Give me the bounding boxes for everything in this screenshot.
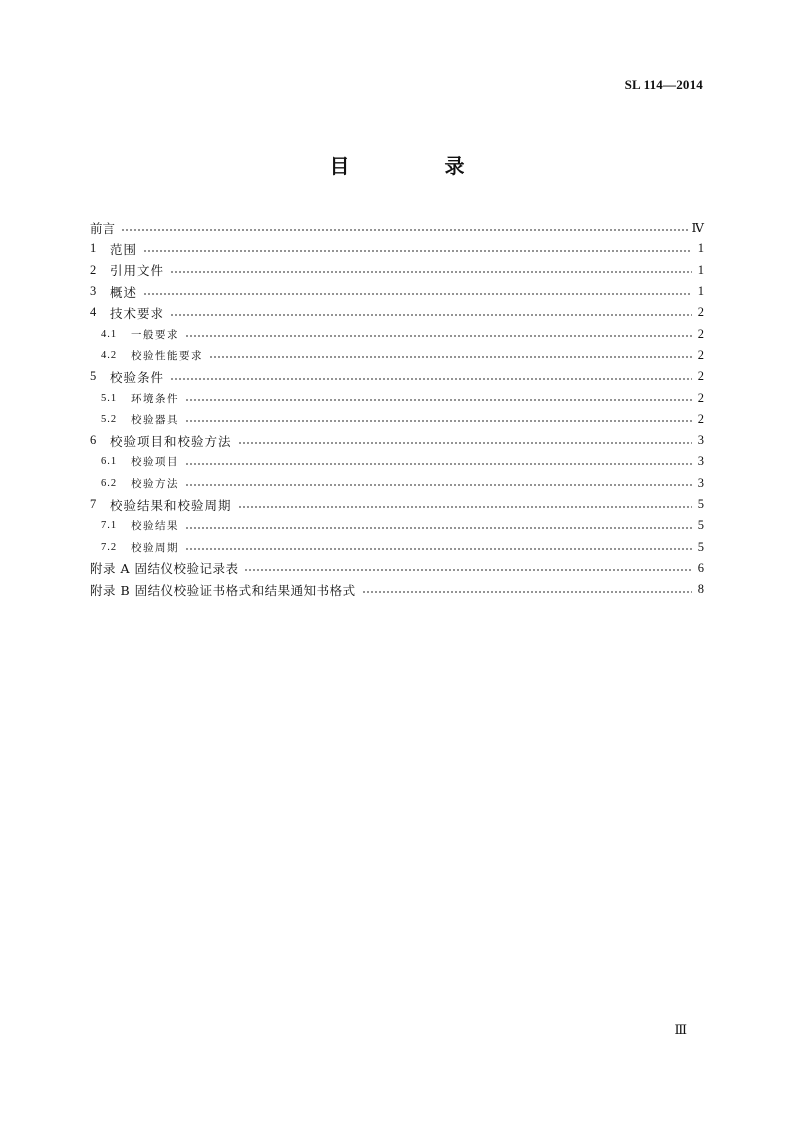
toc-entry-number: 7 (90, 497, 97, 511)
toc-entry-6-2[interactable] (90, 473, 704, 494)
toc-entry-label: 校验结果和校验周期 (110, 497, 232, 513)
dot-leader (143, 293, 692, 295)
toc-entry-6[interactable] (90, 430, 704, 451)
toc-entry-page: Ⅳ (691, 220, 704, 235)
toc-entry-7-2[interactable] (90, 536, 704, 557)
toc-entry-number: 6.2 (101, 477, 118, 489)
toc-entry-page: 8 (697, 582, 704, 597)
dot-leader (362, 591, 692, 593)
toc-entry-number: 1 (90, 241, 97, 256)
toc-entry-page: 1 (697, 241, 704, 256)
toc-entry-label: 校验结果 (131, 520, 179, 533)
toc-entry-label: 校验项目 (131, 456, 179, 469)
toc-entry-label: 校验器具 (131, 413, 179, 426)
toc-entry-5[interactable] (90, 366, 704, 387)
toc-entry-label: 前言 (90, 220, 116, 236)
toc-entry-4-2[interactable] (90, 345, 704, 366)
toc-entry-label: 概述 (110, 284, 138, 300)
toc-entry-label: 技术要求 (110, 305, 165, 321)
toc-entry-number: 5.1 (101, 392, 118, 404)
toc-entry-label: 校验性能要求 (131, 349, 203, 362)
dot-leader (185, 484, 692, 486)
dot-leader (185, 420, 692, 422)
toc-entry-1[interactable] (90, 238, 704, 259)
toc-entry-page: 2 (697, 305, 704, 320)
toc-entry-page: 6 (697, 560, 704, 575)
toc-entry-7-1[interactable] (90, 515, 704, 536)
toc-entry-5-2[interactable] (90, 409, 704, 430)
dot-leader (170, 271, 692, 273)
toc-entry-number: 4.2 (101, 349, 118, 361)
toc-entry-page: 1 (697, 262, 704, 277)
toc-entry-page: 2 (697, 369, 704, 384)
toc-entry-label: 附录 B 固结仪校验证书格式和结果通知书格式 (90, 582, 356, 598)
dot-leader (121, 229, 687, 231)
toc-entry-4[interactable] (90, 302, 704, 323)
standard-code: SL 114—2014 (624, 77, 703, 92)
toc-entry-6-1[interactable] (90, 451, 704, 472)
toc-entry-label: 引用文件 (110, 263, 165, 279)
toc-entry-number: 5.2 (101, 413, 118, 425)
toc-entry-2[interactable] (90, 260, 704, 281)
toc-entry-label: 环境条件 (131, 392, 179, 405)
page-number: Ⅲ (674, 1022, 687, 1037)
toc-entry-page: 2 (697, 411, 704, 426)
toc-entry-page: 3 (697, 433, 704, 448)
toc-entry-4-1[interactable] (90, 323, 704, 344)
toc-title: 目 录 (329, 154, 509, 178)
dot-leader (170, 378, 692, 380)
toc-entry-page: 2 (697, 390, 704, 405)
toc-entry-number: 7.2 (101, 541, 118, 553)
dot-leader (185, 548, 692, 550)
toc-entry-label: 附录 A 固结仪校验记录表 (90, 561, 239, 577)
toc-entry-label: 校验条件 (110, 369, 165, 385)
dot-leader (185, 399, 692, 401)
dot-leader (170, 314, 692, 316)
dot-leader (143, 250, 692, 252)
toc-entry-number: 5 (90, 369, 97, 384)
toc-entry-page: 5 (697, 518, 704, 533)
toc-entry-label: 范围 (110, 241, 138, 257)
toc-entry-label: 一般要求 (131, 328, 179, 341)
toc-entry-appendix-a[interactable] (90, 558, 704, 579)
toc-entry-number: 4.1 (101, 328, 118, 340)
toc-entry-page: 3 (697, 475, 704, 490)
toc-entry-page: 1 (697, 284, 704, 299)
toc-entry-label: 校验方法 (131, 477, 179, 490)
toc-entry-number: 3 (90, 284, 97, 299)
toc-entry-page: 2 (697, 347, 704, 362)
toc-entry-page: 3 (697, 454, 704, 469)
toc-entry-number: 6 (90, 433, 97, 448)
dot-leader (209, 356, 692, 358)
toc-entry-page: 5 (697, 539, 704, 554)
table-of-contents (90, 217, 704, 600)
dot-leader (185, 335, 692, 337)
toc-entry-label: 校验周期 (131, 541, 179, 554)
dot-leader (244, 569, 692, 571)
toc-entry-page: 5 (697, 497, 704, 511)
dot-leader (185, 527, 692, 529)
toc-entry-appendix-b[interactable] (90, 579, 704, 600)
toc-entry-page: 2 (697, 326, 704, 341)
toc-entry-number: 7.1 (101, 520, 118, 532)
toc-entry-number: 6.1 (101, 456, 118, 468)
toc-entry-5-1[interactable] (90, 387, 704, 408)
toc-entry-3[interactable] (90, 281, 704, 302)
dot-leader (185, 463, 692, 465)
dot-leader (238, 442, 692, 444)
toc-entry-7[interactable] (90, 494, 704, 515)
toc-entry-label: 校验项目和校验方法 (110, 433, 232, 449)
toc-entry-preface[interactable] (90, 217, 704, 238)
toc-entry-number: 2 (90, 262, 97, 277)
toc-entry-number: 4 (90, 305, 97, 320)
dot-leader (238, 506, 692, 508)
